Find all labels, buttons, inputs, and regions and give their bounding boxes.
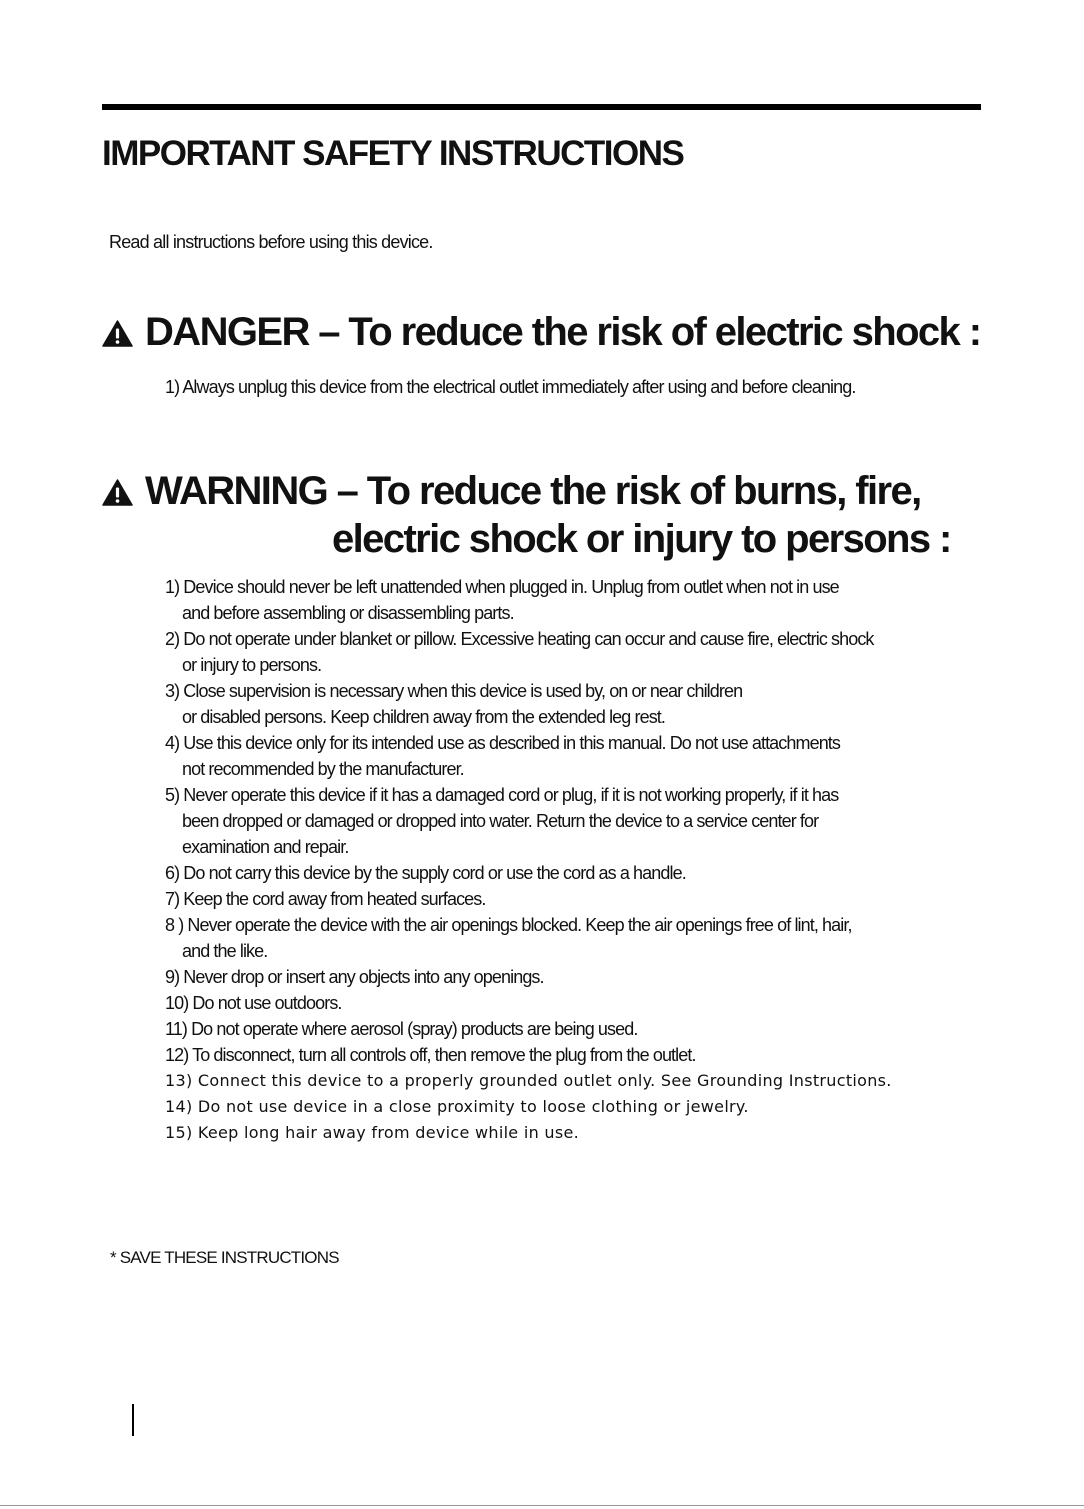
danger-list bbox=[165, 377, 855, 398]
list-item bbox=[165, 730, 975, 782]
save-instructions-note: * SAVE THESE INSTRUCTIONS bbox=[110, 1248, 339, 1267]
list-item-line: 1) Device should never be left unattended when plugged in. Unplug from outlet when not in use bbox=[165, 577, 839, 597]
danger-heading bbox=[102, 308, 980, 356]
list-item-continuation: examination and repair. bbox=[182, 837, 349, 857]
list-item-continuation: or injury to persons. bbox=[182, 655, 322, 675]
top-rule bbox=[102, 104, 981, 110]
warning-heading bbox=[102, 467, 951, 563]
danger-heading-text: DANGER – To reduce the risk of electric shock : bbox=[145, 310, 981, 354]
list-item bbox=[165, 1016, 975, 1042]
list-item-continuation: and before assembling or disassembling parts. bbox=[182, 603, 514, 623]
warning-triangle-icon bbox=[102, 479, 133, 506]
list-item-line: 11) Do not operate where aerosol (spray) products are being used. bbox=[165, 1019, 638, 1039]
list-item-line: 14) Do not use device in a close proximity to loose clothing or jewelry. bbox=[165, 1097, 749, 1116]
warning-triangle-icon bbox=[102, 320, 133, 347]
warning-heading-line2: electric shock or injury to persons : bbox=[332, 517, 951, 561]
list-item: 1) Always unplug this device from the electrical outlet immediately after using and before cleaning. bbox=[165, 377, 856, 397]
list-item-line: 13) Connect this device to a properly grounded outlet only. See Grounding Instructions. bbox=[165, 1071, 892, 1090]
list-item-line: 5) Never operate this device if it has a damaged cord or plug, if it is not working properly, if it has bbox=[165, 785, 839, 805]
list-item bbox=[165, 574, 975, 626]
list-item-line: 6) Do not carry this device by the supply cord or use the cord as a handle. bbox=[165, 863, 686, 883]
list-item bbox=[165, 886, 975, 912]
list-item bbox=[165, 1042, 975, 1068]
page-title: IMPORTANT SAFETY INSTRUCTIONS bbox=[102, 134, 684, 173]
list-item-line: 2) Do not operate under blanket or pillow. Excessive heating can occur and cause fire, electric shock bbox=[165, 629, 874, 649]
list-item-line: 4) Use this device only for its intended use as described in this manual. Do not use attachments bbox=[165, 733, 841, 753]
list-item-line: 3) Close supervision is necessary when this device is used by, on or near children bbox=[165, 681, 743, 701]
list-item bbox=[165, 860, 975, 886]
list-item-line: 15) Keep long hair away from device while in use. bbox=[165, 1123, 580, 1142]
list-item bbox=[165, 912, 975, 964]
list-item bbox=[165, 1094, 975, 1120]
list-item bbox=[165, 678, 975, 730]
list-item-line: 9) Never drop or insert any objects into any openings. bbox=[165, 967, 544, 987]
list-item bbox=[165, 1068, 975, 1094]
list-item-continuation: and the like. bbox=[182, 941, 268, 961]
list-item-continuation: or disabled persons. Keep children away from the extended leg rest. bbox=[182, 707, 666, 727]
list-item-continuation: been dropped or damaged or dropped into water. Return the device to a service center for bbox=[182, 811, 819, 831]
list-item bbox=[165, 990, 975, 1016]
list-item bbox=[165, 626, 975, 678]
page-marker bbox=[132, 1404, 134, 1436]
bottom-rule bbox=[0, 1505, 1084, 1506]
list-item-line: 7) Keep the cord away from heated surfaces. bbox=[165, 889, 486, 909]
list-item-line: 12) To disconnect, turn all controls off, then remove the plug from the outlet. bbox=[165, 1045, 696, 1065]
warning-list bbox=[165, 574, 975, 1146]
list-item bbox=[165, 782, 975, 860]
list-item-continuation: not recommended by the manufacturer. bbox=[182, 759, 464, 779]
list-item bbox=[165, 1120, 975, 1146]
list-item-line: 8 ) Never operate the device with the air openings blocked. Keep the air openings free of lint, hair, bbox=[165, 915, 852, 935]
list-item-line: 10) Do not use outdoors. bbox=[165, 993, 342, 1013]
list-item bbox=[165, 964, 975, 990]
warning-heading-line1: WARNING – To reduce the risk of burns, fire, bbox=[145, 469, 921, 513]
intro-text: Read all instructions before using this device. bbox=[109, 232, 433, 252]
